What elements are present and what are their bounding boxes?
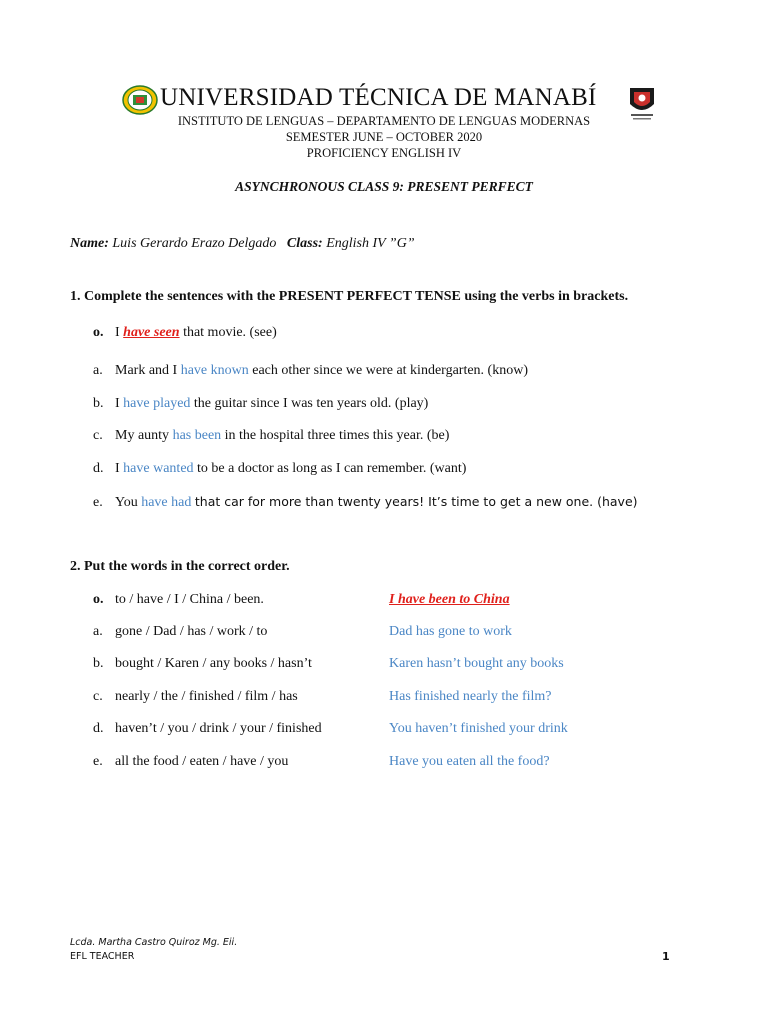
- institute-line: INSTITUTO DE LENGUAS – DEPARTAMENTO DE LENGUAS MODERNAS: [177, 114, 591, 128]
- item-letter: b.: [93, 656, 104, 671]
- exercise1-title: 1. Complete the sentences with the PRESENT PERFECT TENSE using the verbs in brackets.: [70, 289, 629, 304]
- scrambled-words: nearly / the / finished / film / has: [115, 689, 298, 704]
- item-letter: o.: [93, 592, 104, 607]
- filled-answer: have had: [141, 495, 192, 510]
- item-letter: b.: [93, 396, 104, 411]
- sentence-tail: that car for more than twenty years! It’s time to get a new one. (have): [194, 494, 638, 509]
- exercise2-item-b: [93, 656, 693, 672]
- filled-answer: has been: [172, 428, 222, 443]
- sentence-before: You: [115, 495, 142, 510]
- exercise2-item-a: [93, 624, 693, 640]
- sentence-after: that movie. (see): [179, 325, 277, 340]
- ordered-answer: Has finished nearly the film?: [389, 689, 552, 704]
- exercise1-item-a: [93, 363, 528, 379]
- exercise2-item-d: [93, 721, 693, 737]
- item-letter: e.: [93, 754, 103, 769]
- item-letter: a.: [93, 363, 103, 378]
- exercise1-example: [93, 325, 277, 341]
- item-letter: c.: [93, 689, 103, 704]
- scrambled-words: haven’t / you / drink / your / finished: [115, 721, 322, 736]
- item-letter: a.: [93, 624, 103, 639]
- item-letter: d.: [93, 461, 104, 476]
- item-letter: c.: [93, 428, 103, 443]
- scrambled-words: bought / Karen / any books / hasn’t: [115, 656, 312, 671]
- sentence-before: I: [115, 325, 124, 340]
- sentence-before: I: [115, 396, 124, 411]
- ordered-answer: Have you eaten all the food?: [389, 754, 550, 769]
- ordered-answer: Dad has gone to work: [389, 624, 512, 639]
- sentence-after: in the hospital three times this year. (be): [221, 428, 450, 443]
- filled-answer: have wanted: [123, 461, 194, 476]
- exercise2-item-e: [93, 754, 693, 770]
- university-name: UNIVERSIDAD TÉCNICA DE MANABÍ: [160, 84, 597, 111]
- item-letter: e.: [93, 495, 103, 510]
- example-answer: have seen: [123, 325, 180, 340]
- footer-teacher: Lcda. Martha Castro Quiroz Mg. Eii.: [70, 937, 238, 948]
- semester-line: SEMESTER JUNE – OCTOBER 2020: [285, 130, 483, 144]
- sentence-after: the guitar since I was ten years old. (play): [190, 396, 429, 411]
- university-seal-icon: [122, 85, 158, 115]
- ordered-answer: You haven’t finished your drink: [389, 721, 568, 736]
- exercise2-example: [93, 592, 693, 608]
- class-title: ASYNCHRONOUS CLASS 9: PRESENT PERFECT: [235, 179, 533, 194]
- example-answer: I have been to China: [389, 592, 510, 607]
- exercise1-item-c: [93, 428, 449, 444]
- sentence-after: to be a doctor as long as I can remember. (want): [193, 461, 467, 476]
- scrambled-words: all the food / eaten / have / you: [115, 754, 289, 769]
- exercise1-item-d: [93, 461, 466, 477]
- scrambled-words: gone / Dad / has / work / to: [115, 624, 268, 639]
- footer-role: EFL TEACHER: [70, 951, 135, 962]
- exercise1-item-b: [93, 396, 428, 412]
- exercise2-item-c: [93, 689, 693, 705]
- student-name: Luis Gerardo Erazo Delgado: [112, 236, 277, 251]
- page-number: 1: [662, 950, 670, 963]
- item-letter: o.: [93, 325, 104, 340]
- exercise1-item-e: [93, 494, 638, 511]
- sentence-before: My aunty: [115, 428, 173, 443]
- scrambled-words: to / have / I / China / been.: [115, 592, 264, 607]
- sentence-after: each other since we were at kindergarten. (know): [248, 363, 528, 378]
- student-class: English IV ”G”: [326, 236, 415, 251]
- class-label: Class:: [286, 236, 323, 251]
- sentence-before: I: [115, 461, 124, 476]
- exercise2-title: 2. Put the words in the correct order.: [70, 559, 290, 574]
- student-info: [70, 236, 415, 252]
- ordered-answer: Karen hasn’t bought any books: [389, 656, 564, 671]
- course-line: PROFICIENCY ENGLISH IV: [306, 146, 462, 160]
- item-letter: d.: [93, 721, 104, 736]
- filled-answer: have known: [180, 363, 249, 378]
- sentence-before: Mark and I: [115, 363, 181, 378]
- name-label: Name:: [70, 236, 109, 251]
- filled-answer: have played: [123, 396, 191, 411]
